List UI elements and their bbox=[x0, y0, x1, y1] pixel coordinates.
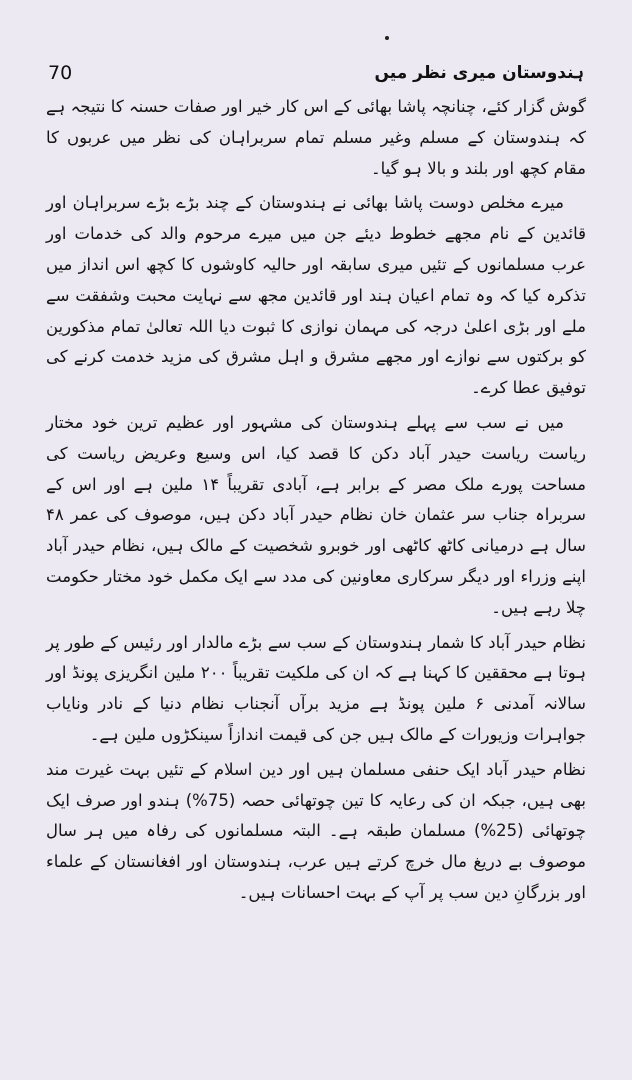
paragraph-1: گوش گزار کئے، چنانچہ پاشا بھائی کے اس کار خیر اور صفات حسنہ کا نتیجہ ہے کہ ہندوستان کے مسلم وغیر مسلم تمام سربراہان کی نظر میں عربوں کا مقام کچھ اور بلند و بالا ہو گیا۔ bbox=[46, 97, 586, 178]
running-title: ہندوستان میری نظر میں bbox=[374, 63, 584, 83]
paragraph-3: میں نے سب سے پہلے ہندوستان کی مشہور اور عظیم ترین خود مختار ریاست ریاست حیدر آباد دکن کا قصد کیا، اس وسیع وعریض ریاست کی مساحت پورے ملک مصر کے برابر ہے، آبادی تقریباً ۱۴ ملین ہے اور اس کے سربراہ جناب سر عثمان خان نظام حیدر آباد دکن ہیں، موصوف کی عمر ۴۸ سال ہے درمیانی کاٹھ کاٹھی اور خوبرو شخصیت کے مالک ہیں، نظام حیدر آباد اپنے وزراء اور دیگر سرکاری معاونین کی مدد سے ایک مکمل خود مختار حکومت چلا رہے ہیں۔ bbox=[46, 412, 587, 617]
paragraph-5: نظام حیدر آباد ایک حنفی مسلمان ہیں اور دین اسلام کے تئیں بہت غیرت مند بھی ہیں، جبکہ ان کی رعایہ کا تین چوتھائی حصہ (75%) ہندو اور صرف ایک چوتھائی (25%) مسلمان طبقہ ہے۔ البتہ مسلمانوں کی رفاہ میں ہر سال موصوف بے دریغ مال خرچ کرتے ہیں عرب، ہندوستان اور افغانستان کے علماء اور بزرگانِ دین سب پر آپ کے بہت احسانات ہیں۔ bbox=[46, 759, 586, 902]
page-number: 70 bbox=[48, 62, 73, 84]
body-text bbox=[46, 92, 586, 909]
paragraph-2: میرے مخلص دوست پاشا بھائی نے ہندوستان کے چند بڑے بڑے سربراہان اور قائدین کے نام مجھے خطوط دیئے جن میں میرے مرحوم والد کی خدمات اور عرب مسلمانوں کے تئیں میری سابقہ اور حالیہ کاوشوں کا کچھ اس انداز میں تذکرہ کیا کہ وہ تمام اعیان ہند اور قائدین مجھ سے نہایت محبت وشفقت سے ملے اور بڑی اعلیٰ درجہ کی مہمان نوازی کا ثبوت دیا اللہ تعالیٰ تمام مذکورین کو برکتوں سے نوازے اور مجھے مشرق و اہل مشرق کی مزید خدمت کرنے کی توفیق عطا کرے۔ bbox=[46, 193, 586, 398]
ink-dot bbox=[385, 36, 389, 40]
page-header bbox=[48, 58, 584, 88]
paragraph-4: نظام حیدر آباد کا شمار ہندوستان کے سب سے بڑے مالدار اور رئیس کے طور پر ہوتا ہے محققین کا کہنا ہے کہ ان کی ملکیت تقریباً ۲۰۰ ملین انگریزی پونڈ اور سالانہ آمدنی ۶ ملین پونڈ ہے مزید برآں آنجناب نظام دنیا کے نادر ونایاب جواہرات وزیورات کے مالک ہیں جن کی قیمت اندازاً سینکڑوں ملین ہے۔ bbox=[46, 632, 586, 744]
